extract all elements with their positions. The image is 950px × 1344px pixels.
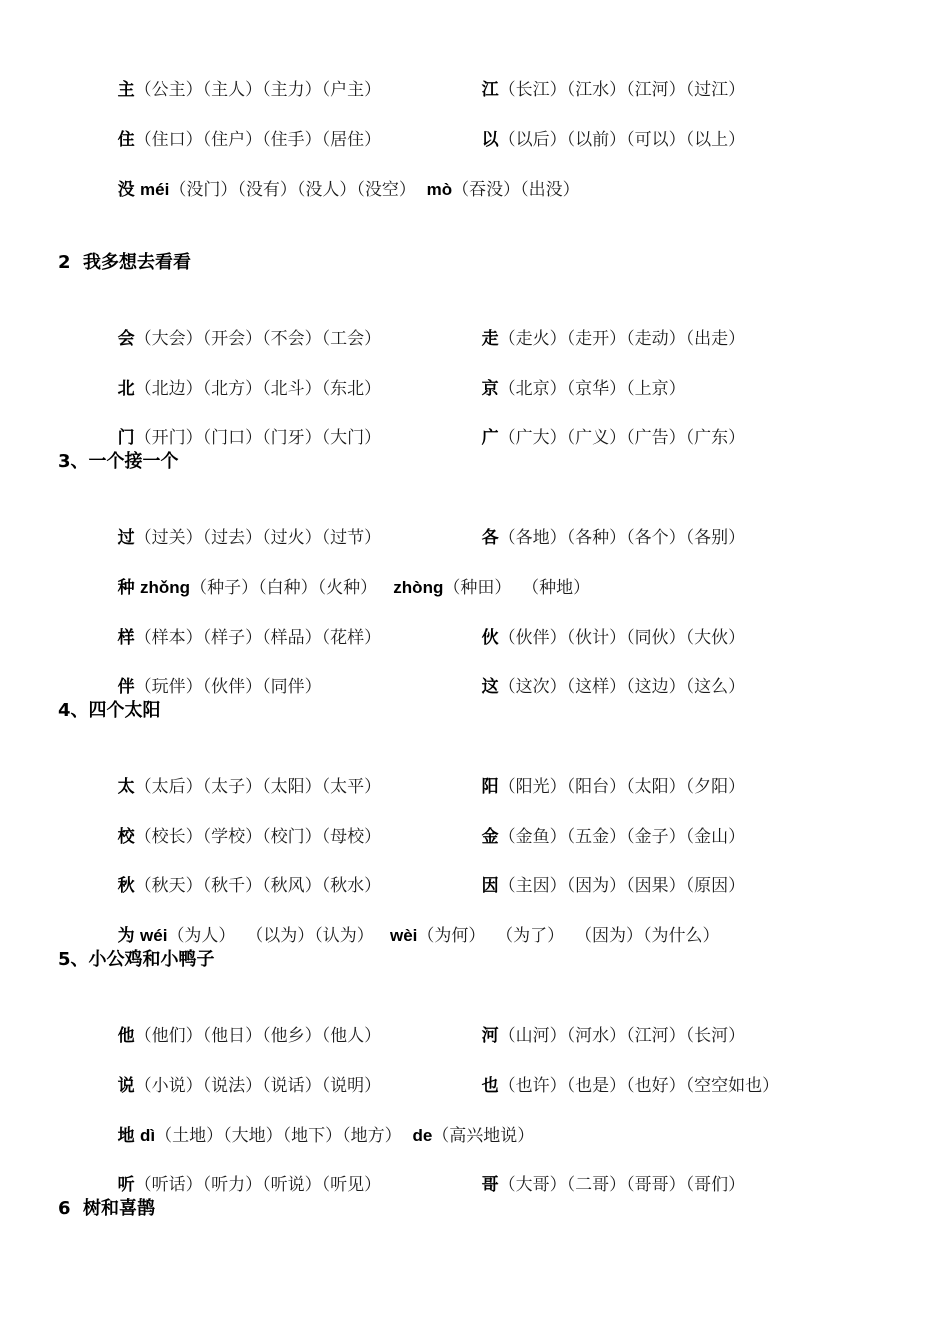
entry-words: （各地）（各种）（各个）（各别） xyxy=(498,528,746,548)
pinyin-1: méi xyxy=(140,180,170,199)
entry-char: 因 xyxy=(481,876,499,896)
entry-char: 地 xyxy=(117,1126,135,1146)
entry-words: （大哥）（二哥）（哥哥）（哥们） xyxy=(498,1175,746,1195)
entry-words: （开门）（门口）（门牙）（大门） xyxy=(134,428,382,448)
entry-words: （走火）（走开）（走动）（出走） xyxy=(498,329,746,349)
entry-char: 江 xyxy=(481,80,499,100)
section-heading: 4、四个太阳 xyxy=(58,700,161,721)
entry-words: （秋天）（秋千）（秋风）（秋水） xyxy=(134,876,382,896)
pinyin-2: wèi xyxy=(389,926,418,945)
entry-char: 校 xyxy=(117,827,135,847)
entry-char: 住 xyxy=(117,130,135,150)
pinyin-1: dì xyxy=(140,1126,156,1145)
entry-words: （主因）（因为）（因果）（原因） xyxy=(498,876,746,896)
entry-words: （北京）（京华）（上京） xyxy=(498,379,686,399)
entry-char: 听 xyxy=(117,1175,135,1195)
entry-right xyxy=(460,651,745,723)
pinyin-1: wéi xyxy=(140,926,168,945)
entry-words-2: （种田） （种地） xyxy=(443,578,591,598)
section-heading: 3、一个接一个 xyxy=(58,451,179,472)
entry-words: （也许）（也是）（也好）（空空如也） xyxy=(498,1076,780,1096)
section-heading: 6 树和喜鹊 xyxy=(58,1198,156,1219)
entry-words: （过关）（过去）（过火）（过节） xyxy=(134,528,382,548)
entry-words: （这次）（这样）（这边）（这么） xyxy=(498,677,746,697)
entry-char: 没 xyxy=(117,180,135,200)
entry-words-1: （没门）（没有）（没人）（没空） xyxy=(169,180,416,200)
section-heading: 5、小公鸡和小鸭子 xyxy=(58,949,215,970)
pinyin-1: zhǒng xyxy=(140,578,191,597)
entry-words-1: （为人） （以为）（认为） xyxy=(167,926,374,946)
section-heading: 2 我多想去看看 xyxy=(58,252,192,273)
entry-words: （玩伴）（伙伴）（同伴） xyxy=(134,677,322,697)
entry-full xyxy=(96,154,580,226)
entry-words: （山河）（河水）（江河）（长河） xyxy=(498,1026,746,1046)
entry-words-2: （为何） （为了） （因为）（为什么） xyxy=(417,926,720,946)
pinyin-2: de xyxy=(412,1126,433,1145)
entry-right xyxy=(460,402,745,474)
entry-words: （金鱼）（五金）（金子）（金山） xyxy=(498,827,746,847)
entry-words-1: （土地）（大地）（地下）（地方） xyxy=(155,1126,402,1146)
entry-char: 也 xyxy=(481,1076,499,1096)
entry-words: （太后）（太子）（太阳）（太平） xyxy=(134,777,382,797)
entry-words: （小说）（说法）（说话）（说明） xyxy=(134,1076,382,1096)
entry-char: 这 xyxy=(481,677,499,697)
entry-words-2: （高兴地说） xyxy=(432,1126,535,1146)
entry-char: 秋 xyxy=(117,876,135,896)
entry-char: 走 xyxy=(481,329,499,349)
entry-char: 说 xyxy=(117,1076,135,1096)
entry-words: （听话）（听力）（听说）（听见） xyxy=(134,1175,382,1195)
entry-char: 种 xyxy=(117,578,135,598)
entry-char: 为 xyxy=(117,926,135,946)
pinyin-2: zhòng xyxy=(393,578,444,597)
entry-words: （他们）（他日）（他乡）（他人） xyxy=(134,1026,382,1046)
entry-char: 北 xyxy=(117,379,135,399)
entry-words: （广大）（广义）（广告）（广东） xyxy=(498,428,746,448)
entry-char: 各 xyxy=(481,528,499,548)
entry-words: （长江）（江水）（江河）（过江） xyxy=(498,80,746,100)
entry-words: （住口）（住户）（住手）（居住） xyxy=(134,130,382,150)
entry-char: 门 xyxy=(117,428,135,448)
entry-char: 金 xyxy=(481,827,499,847)
entry-words: （公主）（主人）（主力）（户主） xyxy=(134,80,382,100)
pinyin-2: mò xyxy=(426,180,453,199)
entry-char: 他 xyxy=(117,1026,135,1046)
entry-char: 伙 xyxy=(481,628,499,648)
entry-words: （阳光）（阳台）（太阳）（夕阳） xyxy=(498,777,746,797)
entry-words-2: （吞没）（出没） xyxy=(452,180,580,200)
entry-char: 过 xyxy=(117,528,135,548)
entry-char: 会 xyxy=(117,329,135,349)
entry-char: 阳 xyxy=(481,777,499,797)
entry-right xyxy=(460,1149,745,1221)
entry-words: （校长）（学校）（校门）（母校） xyxy=(134,827,382,847)
entry-char: 哥 xyxy=(481,1175,499,1195)
entry-char: 伴 xyxy=(117,677,135,697)
entry-words: （样本）（样子）（样品）（花样） xyxy=(134,628,382,648)
entry-char: 以 xyxy=(481,130,499,150)
entry-words-1: （种子）（白种）（火种） xyxy=(190,578,378,598)
entry-words: （大会）（开会）（不会）（工会） xyxy=(134,329,382,349)
entry-char: 河 xyxy=(481,1026,499,1046)
entry-char: 广 xyxy=(481,428,499,448)
entry-char: 京 xyxy=(481,379,499,399)
entry-words: （北边）（北方）（北斗）（东北） xyxy=(134,379,382,399)
entry-words: （伙伴）（伙计）（同伙）（大伙） xyxy=(498,628,746,648)
entry-char: 太 xyxy=(117,777,135,797)
entry-char: 样 xyxy=(117,628,135,648)
entry-words: （以后）（以前）（可以）（以上） xyxy=(498,130,746,150)
entry-char: 主 xyxy=(117,80,135,100)
